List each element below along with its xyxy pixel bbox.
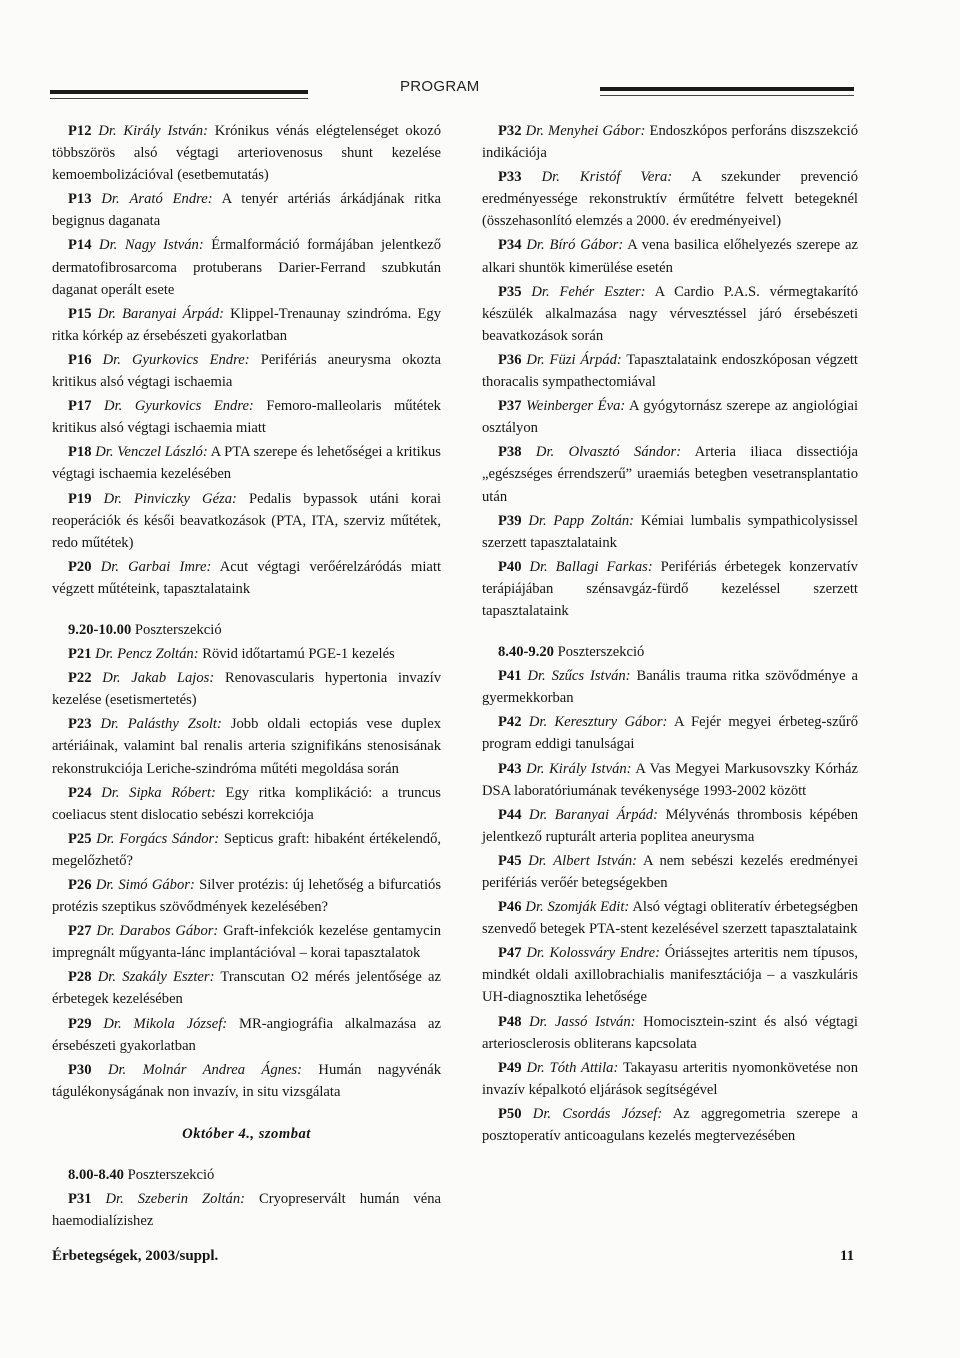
entry-title: Perifériás érbetegek konzervatív terápiájában szénsavgáz-fürdő kezeléssel szerzett tapasztalataink — [482, 558, 858, 619]
entry-title: Egy ritka komplikáció: a truncus coeliacus stent dislocatio sebészi korrekciója — [52, 784, 441, 823]
journal-footer: Érbetegségek, 2003/suppl. — [52, 1248, 219, 1264]
entry-code: P31 — [68, 1191, 92, 1208]
entry-code: P49 — [498, 1059, 522, 1076]
program-entry — [52, 667, 441, 711]
entry-title: Tapasztalataink endoszkóposan végzett thoracalis sympathectomiával — [482, 351, 858, 391]
program-entry — [52, 556, 441, 600]
program-entry — [482, 1011, 858, 1055]
entry-code: P43 — [498, 760, 522, 777]
entry-author: Mikola József: — [133, 1015, 228, 1032]
entry-author: Olvasztó Sándor: — [568, 444, 682, 461]
entry-title-prefix: Dr. — [105, 1191, 124, 1208]
entry-title-prefix: Dr. — [529, 806, 548, 823]
entry-title-prefix: Dr. — [531, 283, 550, 300]
entry-title-prefix: Dr. — [97, 305, 116, 322]
program-entry — [482, 804, 858, 848]
entry-code: P32 — [498, 123, 522, 139]
entry-title: A tenyér artériás árkádjának ritka begignus daganata — [52, 191, 442, 230]
entry-code: P25 — [68, 830, 92, 847]
entry-code: P35 — [498, 283, 522, 300]
entry-author: Arató Endre: — [129, 191, 213, 208]
entry-author: Forgács Sándor: — [119, 830, 220, 847]
entry-author: Szakály Eszter: — [122, 969, 215, 986]
entry-title-prefix: Dr. — [98, 123, 117, 139]
program-entry — [482, 120, 858, 164]
entry-code: P20 — [68, 558, 92, 575]
entry-author: Keresztury Gábor: — [554, 714, 668, 731]
entry-title-prefix: Dr. — [528, 714, 548, 731]
entry-title-prefix: Dr. — [103, 1015, 122, 1032]
entry-author: Tóth Attila: — [549, 1059, 619, 1076]
entry-code: P16 — [68, 351, 92, 368]
entry-code: P12 — [68, 123, 92, 139]
entry-author: Nagy István: — [124, 237, 204, 254]
entry-code: P18 — [68, 444, 92, 461]
entry-title: A Cardio P.A.S. vérmegtakarító készülék alkalmazása nagy vérvesztéssel járó érsebészeti beavatkozások során — [482, 283, 859, 344]
entry-title: Óriássejtes arteritis nem típusos, mindkét oldali axillobrachialis manifesztációja – a vaszkuláris UH-diagnosztika lehetősége — [482, 945, 859, 1006]
entry-title-prefix: Dr. — [95, 444, 114, 461]
program-entry — [482, 234, 858, 278]
page-header — [0, 70, 960, 110]
entry-title-prefix: Dr. — [100, 558, 119, 575]
entry-title-prefix: Dr. — [107, 1061, 127, 1078]
entry-author: Menyhei Gábor: — [548, 123, 646, 139]
entry-author: Király István: — [123, 123, 208, 139]
entry-title: A Fejér megyei érbeteg-szűrő program eddigi tanulságai — [482, 714, 859, 753]
program-entry — [52, 488, 441, 554]
entry-author: Baranyai Árpád: — [122, 305, 224, 322]
entry-title-prefix: Dr. — [102, 351, 121, 368]
program-entry — [482, 1103, 858, 1147]
program-entry — [482, 349, 858, 393]
entry-author: Kolossváry Endre: — [549, 945, 660, 962]
entry-title-prefix: Dr. — [103, 490, 122, 507]
entry-code: P46 — [498, 899, 522, 916]
program-entry — [482, 510, 858, 554]
session-time: 8.00-8.40 — [68, 1167, 124, 1184]
session-label: Poszterszekció — [134, 621, 222, 638]
entry-code: P33 — [498, 169, 522, 186]
entry-code: P40 — [498, 558, 522, 575]
date-heading: Október 4., szombat — [182, 1125, 311, 1142]
header-rule-left-thin — [50, 98, 308, 99]
entry-title: Krónikus vénás elégtelenséget okozó többszörös alsó végtagi arteriovenosus shunt kezelése kemoembolizációval (esetbemutatás) — [52, 123, 441, 184]
program-entry — [482, 665, 858, 709]
entry-title-prefix: Dr. — [528, 852, 547, 869]
program-entry — [482, 281, 858, 347]
entry-author: Gyurkovics Endre: — [134, 398, 254, 415]
entry-code: P37 — [498, 398, 522, 415]
entry-title-prefix: Dr. — [100, 716, 119, 733]
entry-code: P24 — [68, 784, 92, 801]
entry-title-prefix: Dr. — [96, 830, 115, 847]
program-entry — [482, 942, 858, 1008]
entry-title-prefix: Dr. — [97, 969, 117, 986]
entry-title: Renovascularis hypertonia invazív kezelése (esetismertetés) — [52, 670, 441, 709]
entry-title: A nem sebészi kezelés eredményei perifériás verőér betegségekben — [482, 852, 858, 891]
session-heading — [52, 1164, 441, 1186]
page-number: 11 — [840, 1248, 855, 1264]
session-heading — [482, 641, 858, 663]
left-column — [52, 120, 441, 1234]
entry-title-prefix: Dr. — [526, 760, 545, 777]
entry-author: Venczel László: — [117, 444, 208, 461]
entry-author: Garbai Imre: — [128, 558, 212, 575]
entry-title: Alsó végtagi obliteratív érbetegségben szenvedő betegek PTA-stent kezelésével szerzett tapasztalataink — [482, 899, 858, 938]
entry-code: P15 — [68, 305, 92, 322]
page-title: PROGRAM — [400, 78, 480, 95]
entry-title: MR-angiográfia alkalmazása az érsebészeti gyakorlatban — [52, 1015, 441, 1054]
entry-author: Weinberger Éva: — [526, 398, 626, 415]
entry-code: P13 — [68, 191, 92, 208]
entry-title-prefix: Dr. — [526, 237, 545, 254]
entry-author: Fehér Eszter: — [559, 283, 646, 300]
entry-author: Simó Gábor: — [118, 877, 195, 893]
entry-code: P27 — [68, 923, 92, 940]
program-entry — [52, 1188, 441, 1232]
entry-title-prefix: Dr. — [535, 444, 555, 461]
entry-code: P39 — [498, 512, 522, 529]
entry-author: Sipka Róbert: — [129, 784, 216, 801]
entry-code: P41 — [498, 668, 522, 685]
entry-title-prefix: Dr. — [528, 512, 547, 529]
entry-title: Rövid időtartamú PGE-1 kezelés — [202, 646, 395, 663]
entry-code: P50 — [498, 1105, 522, 1122]
program-entry — [482, 556, 858, 622]
entry-author: Király István: — [549, 760, 632, 777]
entry-title: Pedalis bypassok utáni korai reoperációk és késői beavatkozások (PTA, ITA, szerviz műtétek, redo műtétek) — [52, 490, 441, 551]
right-column — [482, 120, 858, 1149]
entry-code: P26 — [68, 877, 92, 893]
entry-title: A Vas Megyei Markusovszky Kórház DSA laboratóriumának tevékenysége 1993-2002 között — [482, 760, 858, 799]
entry-title: Mélyvénás thrombosis képében jelentkező rupturált arteria poplitea aneurysma — [482, 806, 859, 845]
program-entry — [482, 441, 858, 507]
entry-title: Femoro-malleolaris műtétek kritikus alsó végtagi ischaemia miatt — [52, 398, 441, 437]
session-label: Poszterszekció — [557, 644, 645, 661]
program-entry — [52, 643, 441, 665]
entry-title-prefix: Dr. — [95, 646, 114, 663]
session-time: 9.20-10.00 — [68, 621, 132, 638]
entry-author: Jassó István: — [554, 1013, 636, 1030]
entry-title-prefix: Dr. — [541, 169, 560, 186]
entry-title-prefix: Dr. — [96, 923, 115, 940]
entry-code: P34 — [498, 237, 522, 254]
program-entry — [482, 166, 858, 232]
entry-title: Érmalformáció formájában jelentkező dermatofibrosarcoma protuberans Darier-Ferrand szubkután daganat operált esete — [52, 237, 442, 298]
entry-title: A PTA szerepe és lehetőségei a kritikus végtagi ischaemia kezelésében — [52, 444, 441, 483]
entry-author: Ballagi Farkas: — [555, 558, 653, 575]
entry-title: Cryopreservált humán véna haemodialízishez — [52, 1191, 441, 1230]
entry-code: P48 — [498, 1013, 522, 1030]
entry-code: P17 — [68, 398, 92, 415]
header-rule-right — [600, 87, 854, 91]
program-entry — [52, 120, 441, 186]
entry-code: P38 — [498, 444, 522, 461]
session-label: Poszterszekció — [127, 1167, 215, 1184]
program-entry — [482, 711, 858, 755]
entry-title-prefix: Dr. — [95, 877, 115, 893]
entry-title: A vena basilica előhelyezés szerepe az alkari shuntök kimerülése esetén — [482, 237, 859, 276]
entry-title-prefix: Dr. — [525, 899, 544, 916]
entry-title-prefix: Dr. — [529, 1013, 548, 1030]
entry-code: P29 — [68, 1015, 92, 1032]
entry-title-prefix: Dr. — [526, 351, 545, 368]
entry-code: P21 — [68, 646, 92, 663]
entry-title-prefix: Dr. — [527, 668, 546, 685]
header-rule-right-thin — [600, 95, 854, 96]
program-entry — [52, 188, 441, 232]
entry-title: Takayasu arteritis nyomonkövetése non invazív képalkotó eljárások segítségével — [482, 1059, 858, 1098]
entry-code: P19 — [68, 490, 92, 507]
program-entry — [52, 303, 441, 347]
program-entry — [482, 896, 858, 940]
entry-title: A szekunder prevenció eredményessége rekonstruktív érműtétre felvett betegeknél (összehasonlító elemzés a 2000. év eredményeivel) — [482, 169, 858, 230]
program-entry — [52, 713, 441, 779]
entry-code: P30 — [68, 1061, 92, 1078]
program-entry — [52, 874, 441, 918]
entry-code: P23 — [68, 716, 92, 733]
entry-title: Septicus graft: hibaként értékelendő, megelőzhető? — [52, 830, 442, 869]
program-entry — [52, 966, 441, 1010]
entry-author: Gyurkovics Endre: — [132, 351, 250, 368]
program-entry — [52, 234, 441, 300]
entry-title-prefix: Dr. — [104, 398, 123, 415]
program-entry — [482, 395, 858, 439]
entry-title: Humán nagyvénák tágulékonyságának non invazív, in situ vizsgálata — [52, 1061, 442, 1100]
entry-author: Pencz Zoltán: — [117, 646, 199, 663]
entry-title: Silver protézis: új lehetőség a bifurcatiós protézis szeptikus szövődmények kezelésében? — [52, 877, 442, 916]
entry-code: P45 — [498, 852, 522, 869]
entry-title: Jobb oldali ectopiás vese duplex artériáinak, valamint bal renalis arteria szignifikáns stenosisának rekonstrukciója Leriche-szindróma műtéti megoldása során — [52, 716, 441, 777]
entry-title-prefix: Dr. — [529, 558, 548, 575]
entry-title: Klippel-Trenaunay szindróma. Egy ritka kórkép az érsebészeti gyakorlatban — [52, 305, 441, 344]
program-entry — [52, 920, 441, 964]
entry-title-prefix: Dr. — [525, 123, 544, 139]
entry-title: Banális trauma ritka szövődménye a gyermekkorban — [482, 668, 858, 707]
entry-title-prefix: Dr. — [526, 945, 545, 962]
entry-author: Darabos Gábor: — [119, 923, 219, 940]
entry-author: Pinviczky Géza: — [134, 490, 237, 507]
entry-code: P44 — [498, 806, 522, 823]
program-entry — [482, 1057, 858, 1101]
entry-title: A gyógytornász szerepe az angiológiai osztályon — [482, 398, 858, 437]
entry-title: Perifériás aneurysma okozta kritikus alsó végtagi ischaemia — [52, 351, 441, 391]
entry-author: Jakab Lajos: — [131, 670, 215, 687]
entry-author: Bíró Gábor: — [549, 237, 624, 254]
entry-author: Szeberin Zoltán: — [137, 1191, 245, 1208]
entry-title: Endoszkópos perforáns diszszekció indikációja — [482, 123, 858, 162]
entry-title: Graft-infekciók kezelése gentamycin impregnált műgyanta-lánc implantációval – korai tapasztalatok — [52, 923, 442, 962]
entry-title-prefix: Dr. — [102, 670, 121, 687]
entry-author: Csordás József: — [562, 1105, 663, 1122]
entry-author: Albert István: — [553, 852, 638, 869]
program-entry — [52, 1059, 441, 1103]
entry-title: Kémiai lumbalis sympathicolysissel szerzett tapasztalataink — [482, 512, 858, 551]
entry-code: P14 — [68, 237, 92, 254]
program-entry — [52, 828, 441, 872]
entry-title: Acut végtagi verőérelzáródás miatt végzett műtéteink, tapasztalataink — [52, 558, 441, 597]
entry-title-prefix: Dr. — [99, 237, 118, 254]
entry-author: Füzi Árpád: — [549, 351, 622, 368]
entry-title-prefix: Dr. — [526, 1059, 545, 1076]
entry-title-prefix: Dr. — [532, 1105, 552, 1122]
entry-title: Arteria iliaca dissectiója „egészséges érrendszerű” uraemiás betegben vesetransplantatio után — [482, 444, 858, 505]
entry-title: Transcutan O2 mérés jelentősége az érbetegek kezelésében — [52, 969, 441, 1008]
entry-author: Szomják Edit: — [547, 899, 630, 916]
program-entry — [52, 395, 441, 439]
entry-title-prefix: Dr. — [101, 191, 120, 208]
entry-title: Az aggregometria szerepe a posztoperatív anticoagulans kezelés megtervezésében — [482, 1105, 858, 1145]
entry-author: Molnár Andrea Ágnes: — [142, 1061, 302, 1078]
program-entry — [52, 782, 441, 826]
program-entry — [482, 850, 858, 894]
entry-author: Szűcs István: — [551, 668, 631, 685]
entry-title: Homocisztein-szint és alsó végtagi arteriosclerosis obliterans kapcsolata — [482, 1013, 858, 1052]
entry-author: Palásthy Zsolt: — [127, 716, 222, 733]
session-time: 8.40-9.20 — [498, 644, 554, 661]
entry-code: P42 — [498, 714, 522, 731]
program-entry — [52, 1013, 441, 1057]
session-heading — [52, 619, 441, 641]
entry-author: Kristóf Vera: — [579, 169, 673, 186]
entry-code: P28 — [68, 969, 92, 986]
entry-author: Baranyai Árpád: — [554, 806, 658, 823]
entry-code: P36 — [498, 351, 522, 368]
program-entry — [482, 758, 858, 802]
program-entry — [52, 349, 441, 393]
entry-code: P22 — [68, 670, 92, 687]
entry-code: P47 — [498, 945, 522, 962]
program-entry — [52, 441, 441, 485]
header-rule-left — [50, 90, 308, 94]
entry-author: Papp Zoltán: — [553, 512, 635, 529]
entry-title-prefix: Dr. — [101, 784, 120, 801]
